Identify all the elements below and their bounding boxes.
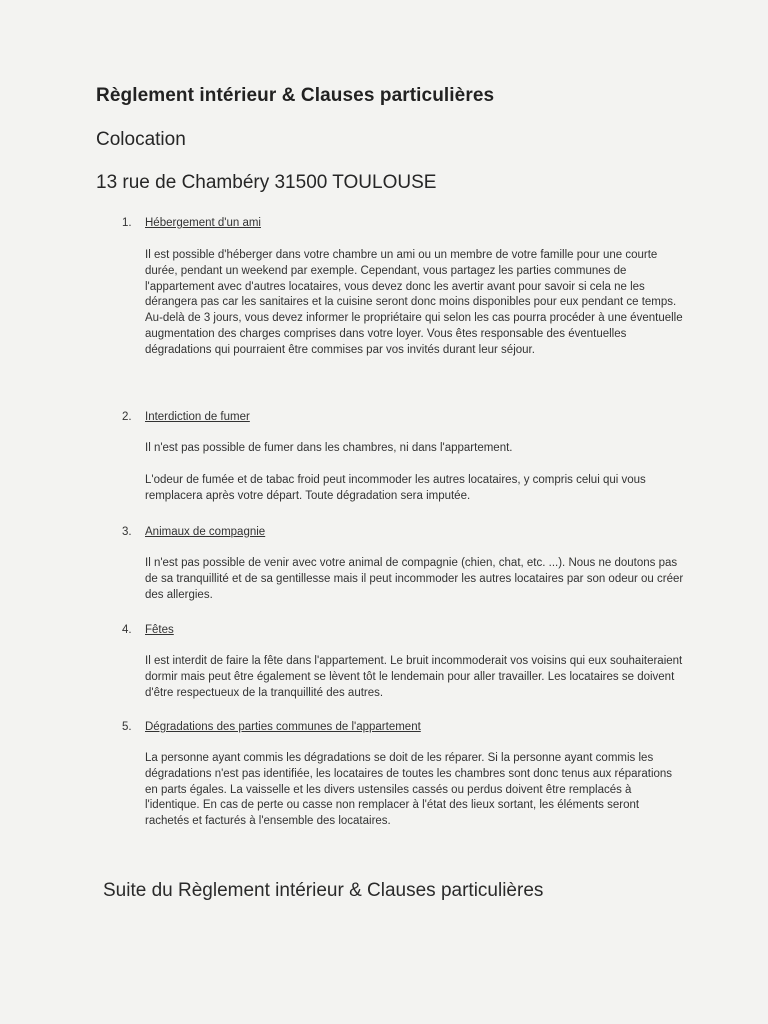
section-2-title: Interdiction de fumer [145, 411, 250, 423]
section-1-number: 1. [122, 217, 132, 229]
section-2-paragraph-2: L'odeur de fumée et de tabac froid peut incommoder les autres locataires, y compris celui qui vous remplacera après votre départ. Toute dégradation sera imputée. [145, 474, 646, 502]
section-2-paragraph-1: Il n'est pas possible de fumer dans les chambres, ni dans l'appartement. [145, 442, 513, 454]
document-subtitle: Colocation [96, 129, 186, 150]
section-5-title: Dégradations des parties communes de l'appartement [145, 721, 421, 733]
section-1-paragraph: Il est possible d'héberger dans votre chambre un ami ou un membre de votre famille pour une courte durée, pendant un weekend par exemple. Cependant, vous partagez les parties communes de l'appartement avec d'autres locataires, vous devez donc les avertir avant pour savoir si cela ne les dérangera pas car les sanitaires et la cuisine seront donc moins disponibles pour eux pendant ce temps. Au-delà de 3 jours, vous devez informer le propriétaire qui selon les cas pourra procéder à une éventuelle augmentation des charges comprises dans votre loyer. Vous êtes responsable des éventuelles dégradations qui pourraient être commises par vos invités durant leur séjour. [145, 249, 683, 356]
section-3-title: Animaux de compagnie [145, 526, 266, 538]
section-5-paragraph: La personne ayant commis les dégradations se doit de les réparer. Si la personne ayant commis les dégradations n'est pas identifiée, les locataires de toutes les chambres sont donc tenus aux réparations en parts égales. La vaisselle et les divers ustensiles cassés ou perdus doivent être remplacés à l'identique. En cas de perte ou casse non remplacer à l'état des lieux sortant, les éléments seront rachetés et facturés à l'ensemble des locataires. [145, 752, 673, 828]
section-3-paragraph: Il n'est pas possible de venir avec votre animal de compagnie (chien, chat, etc. ...). Nous ne doutons pas de sa tranquillité et de sa gentillesse mais il peut incommoder les autres locataires par son odeur ou créer des allergies. [145, 557, 684, 601]
section-4-paragraph: Il est interdit de faire la fête dans l'appartement. Le bruit incommoderait vos voisins qui eux souhaiteraient dormir mais peut être également se lèvent tôt le lendemain pour aller travailler. Les locataires se doivent d'être respectueux de la tranquillité des autres. [145, 655, 683, 699]
section-4-title: Fêtes [145, 624, 174, 636]
section-2-number: 2. [122, 411, 132, 423]
section-5-number: 5. [122, 721, 132, 733]
document-address: 13 rue de Chambéry 31500 TOULOUSE [96, 172, 437, 193]
section-1-title: Hébergement d'un ami [145, 217, 261, 229]
continuation-title: Suite du Règlement intérieur & Clauses particulières [103, 880, 544, 901]
section-3-number: 3. [122, 526, 132, 538]
document-title: Règlement intérieur & Clauses particulières [96, 85, 495, 106]
section-4-number: 4. [122, 624, 132, 636]
